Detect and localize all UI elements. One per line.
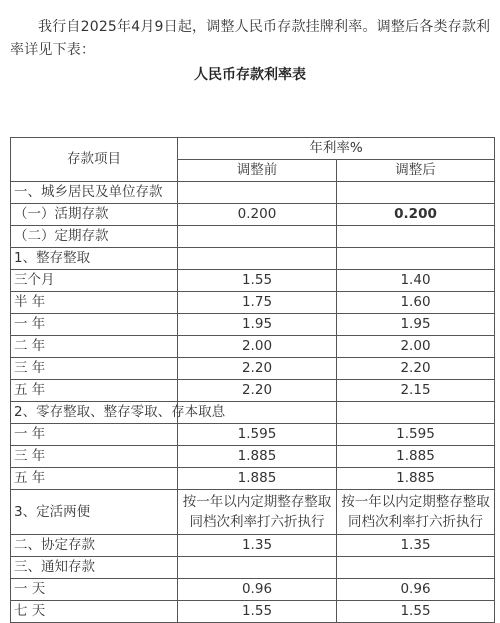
table-row bbox=[11, 204, 495, 226]
row-label: 三个月 bbox=[11, 270, 178, 292]
section-row bbox=[11, 557, 495, 579]
table-row bbox=[11, 380, 495, 402]
header-item: 存款项目 bbox=[11, 138, 178, 182]
rate-after: 1.60 bbox=[337, 292, 495, 314]
rate-before: 1.885 bbox=[178, 446, 337, 468]
header-after: 调整后 bbox=[337, 160, 495, 182]
row-label: 三、通知存款 bbox=[11, 557, 178, 579]
empty-cell bbox=[337, 248, 495, 270]
intro-paragraph: 我行自2025年4月9日起，调整人民币存款挂牌利率。调整后各类存款利率详见下表： bbox=[10, 19, 491, 58]
section-row bbox=[11, 402, 495, 424]
empty-cell bbox=[337, 402, 495, 424]
rate-after: 0.200 bbox=[337, 204, 495, 226]
rate-after: 2.15 bbox=[337, 380, 495, 402]
rate-after: 0.96 bbox=[337, 579, 495, 601]
rate-before: 0.200 bbox=[178, 204, 337, 226]
empty-cell bbox=[178, 248, 337, 270]
rate-before: 1.595 bbox=[178, 424, 337, 446]
row-label: 二 年 bbox=[11, 336, 178, 358]
row-label: （一）活期存款 bbox=[11, 204, 178, 226]
table-row bbox=[11, 535, 495, 557]
rate-before: 1.75 bbox=[178, 292, 337, 314]
section-row bbox=[11, 226, 495, 248]
rate-before: 按一年以内定期整存整取同档次利率打六折执行 bbox=[178, 490, 337, 535]
empty-cell bbox=[178, 182, 337, 204]
rate-after: 1.35 bbox=[337, 535, 495, 557]
empty-cell bbox=[337, 226, 495, 248]
row-label: 一、城乡居民及单位存款 bbox=[11, 182, 178, 204]
row-label: 二、协定存款 bbox=[11, 535, 178, 557]
empty-cell bbox=[337, 557, 495, 579]
table-row bbox=[11, 468, 495, 490]
rate-after: 1.40 bbox=[337, 270, 495, 292]
rate-after: 1.885 bbox=[337, 446, 495, 468]
rate-before: 1.35 bbox=[178, 535, 337, 557]
empty-cell bbox=[337, 182, 495, 204]
section-row bbox=[11, 182, 495, 204]
rate-after: 1.595 bbox=[337, 424, 495, 446]
section-row bbox=[11, 248, 495, 270]
table-row bbox=[11, 601, 495, 623]
table-row bbox=[11, 424, 495, 446]
row-label: 半 年 bbox=[11, 292, 178, 314]
rate-after: 1.95 bbox=[337, 314, 495, 336]
rate-before: 0.96 bbox=[178, 579, 337, 601]
rate-after: 按一年以内定期整存整取同档次利率打六折执行 bbox=[337, 490, 495, 535]
rate-before: 1.95 bbox=[178, 314, 337, 336]
header-before: 调整前 bbox=[178, 160, 337, 182]
header-row bbox=[11, 138, 495, 160]
table-title: 人民币存款利率表 bbox=[194, 67, 306, 83]
rate-before: 2.20 bbox=[178, 358, 337, 380]
row-label: 1、整存整取 bbox=[11, 248, 178, 270]
row-label: 五 年 bbox=[11, 380, 178, 402]
rate-table bbox=[10, 137, 495, 623]
header-rate: 年利率% bbox=[178, 138, 495, 160]
rate-before: 2.20 bbox=[178, 380, 337, 402]
rate-after: 2.00 bbox=[337, 336, 495, 358]
rate-before: 1.885 bbox=[178, 468, 337, 490]
row-label: 三 年 bbox=[11, 358, 178, 380]
rate-before: 1.55 bbox=[178, 270, 337, 292]
table-row bbox=[11, 446, 495, 468]
row-label: 五 年 bbox=[11, 468, 178, 490]
table-row bbox=[11, 292, 495, 314]
row-label: 一 天 bbox=[11, 579, 178, 601]
rate-after: 1.55 bbox=[337, 601, 495, 623]
table-row bbox=[11, 270, 495, 292]
table-row bbox=[11, 579, 495, 601]
rate-table-body bbox=[11, 182, 495, 623]
row-label: （二）定期存款 bbox=[11, 226, 178, 248]
row-label: 三 年 bbox=[11, 446, 178, 468]
rate-before: 1.55 bbox=[178, 601, 337, 623]
row-label: 七 天 bbox=[11, 601, 178, 623]
row-label: 一 年 bbox=[11, 314, 178, 336]
row-label: 3、定活两便 bbox=[11, 490, 178, 535]
row-label: 2、零存整取、整存零取、存本取息 bbox=[11, 402, 178, 424]
rate-after: 2.20 bbox=[337, 358, 495, 380]
table-row bbox=[11, 490, 495, 535]
rate-before: 2.00 bbox=[178, 336, 337, 358]
table-row bbox=[11, 358, 495, 380]
row-label: 一 年 bbox=[11, 424, 178, 446]
table-row bbox=[11, 314, 495, 336]
rate-after: 1.885 bbox=[337, 468, 495, 490]
empty-cell bbox=[178, 226, 337, 248]
table-row bbox=[11, 336, 495, 358]
empty-cell bbox=[178, 557, 337, 579]
